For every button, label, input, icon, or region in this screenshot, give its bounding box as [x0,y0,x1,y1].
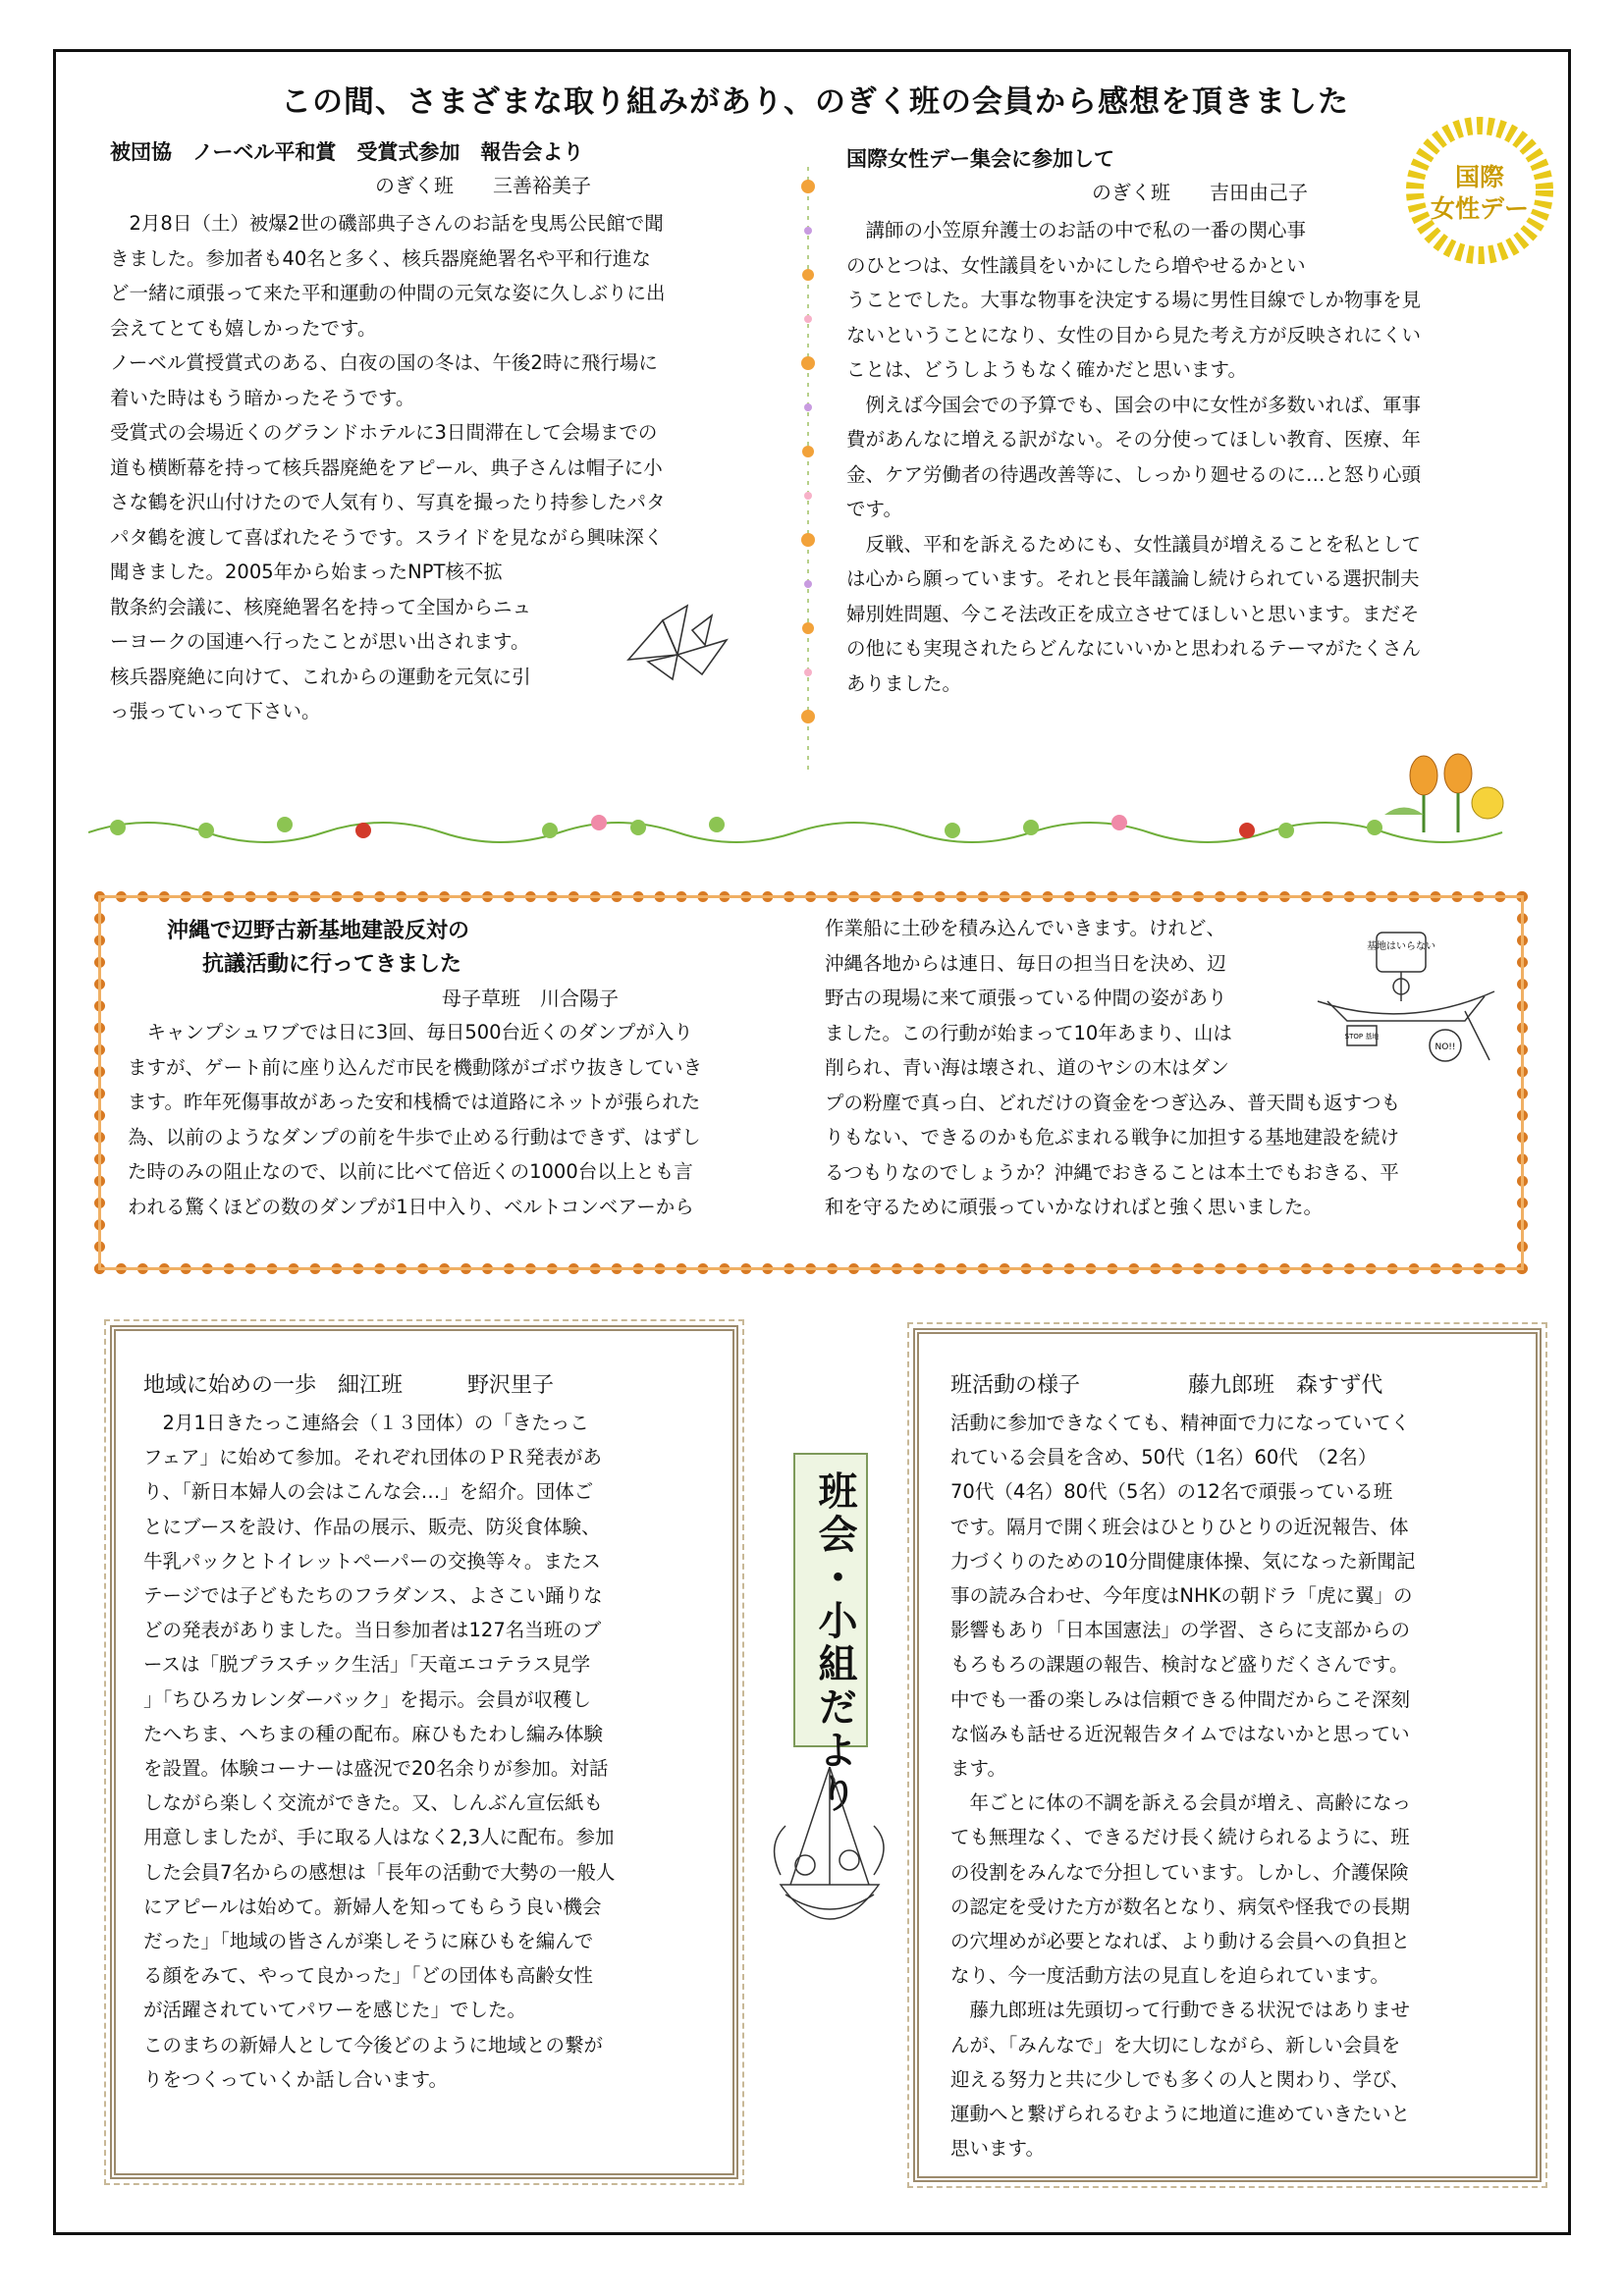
text-line: もろもろの課題の報告、検討など盛りだくさんです。 [950,1653,1409,1677]
vine-divider [793,167,823,775]
clover-icon [110,817,1382,838]
protest-boat-illustration [1308,923,1504,1070]
text-line: ますが、ゲート前に座り込んだ市民を機動隊がゴボウ抜きしていき [128,1055,703,1079]
text-line: しながら楽しく交流ができた。又、しんぶん宣伝紙も [143,1791,604,1815]
text-line: プの粉塵で真っ白、どれだけの資金をつぎ込み、普天間も返すつも [825,1091,1401,1114]
article-byline: のぎく班 三善裕美子 [375,174,591,197]
text-line: の穴埋めが必要となれば、より動ける会員への負担と [950,1930,1411,1953]
text-line: 反戦、平和を訴えるためにも、女性議員が増えることを私として [846,532,1422,556]
text-line: んが、「みんなで」を大切にしながら、新しい会員を [950,2033,1401,2056]
text-line: さな鶴を沢山付けたので人気有り、写真を撮ったり持参したパタ [110,491,666,513]
sign-text-3: NO!! [1435,1042,1456,1052]
article-body [950,1406,1520,2165]
text-line: われる驚くほどの数のダンプが1日中入り、ベルトコンベアーから [128,1195,694,1218]
text-line: 受賞式の会場近くのグランドホテルに3日間滞在して会場までの [110,421,658,444]
text-line: 2月1日きたっこ連絡会（１３団体）の「きたっこ [143,1412,589,1434]
text-line: っ張っていって下さい。 [110,700,321,722]
text-line: 道も横断幕を持って核兵器廃絶をアピール、典子さんは帽子に小 [110,455,663,479]
text-line: 費があんなに増える訳がない。その分使ってほしい教育、医療、年 [846,428,1422,451]
text-line: るつもりなのでしょうか？沖縄でおきることは本土でもおきる、平 [825,1160,1399,1184]
text-line: ないということになり、女性の目から見た考え方が反映されにくい [846,323,1422,347]
section-title-box [793,1453,868,1816]
text-line: だった」「地域の皆さんが楽しそうに麻ひもを編んで [143,1930,594,1953]
text-line: り、「新日本婦人の会はこんな会…」を紹介。団体ご [143,1480,594,1504]
article-byline: のぎく班 吉田由己子 [1092,181,1308,204]
text-line: 中でも一番の楽しみは信頼できる仲間だからこそ深刻 [950,1687,1411,1711]
text-line: 力づくりのための10分間健康体操、気になった新聞記 [950,1549,1416,1573]
text-line: した会員7名からの感想は「長年の活動で大勢の一般人 [143,1860,616,1884]
text-line: きました。参加者も40名と多く、核兵器廃絶署名や平和行進な [110,246,651,270]
text-line: ても無理なく、できるだけ長く続けられるように、班 [950,1826,1410,1849]
hanging-basket-icon [766,1767,893,1973]
text-line: パタ鶴を渡して喜ばれたそうです。スライドを見ながら興味深く [110,525,664,549]
text-line: ことは、どうしようもなく確かだと思います。 [846,358,1247,381]
text-line: 散条約会議に、核廃絶署名を持って全国からニュ [110,595,532,618]
text-line: りをつくっていくか話し合います。 [143,2067,449,2091]
text-line: 会えてとても嬉しかったです。 [110,316,377,340]
text-line: のひとつは、女性議員をいかにしたら増やせるかとい [846,253,1306,277]
article-tokuro-han [950,1366,1520,2165]
sign-text-1: 基地はいらない [1367,941,1435,952]
text-line: 金、ケア労働者の待遇改善等に、しっかり廻せるのに…と怒り心頭 [846,462,1422,486]
text-line: 2月8日（土）被爆2世の磯部典子さんのお話を曳馬公民館で聞 [110,212,664,235]
article-hosoe-han [143,1366,723,2097]
text-line: キャンプシュワブでは日に3回、毎日500台近くのダンプが入り [128,1021,693,1043]
article-title: 地域に始めの一歩 細江班 野沢里子 [143,1373,555,1398]
text-line: を設置。体験コーナーは盛況で20名余りが参加。対話 [143,1757,609,1781]
text-line: 婦別姓問題、今こそ法改正を成立させてほしいと思います。まだそ [846,602,1420,625]
article-title: 班活動の様子 藤九郎班 森すず代 [950,1373,1383,1398]
text-line: は心から願っています。それと長年議論し続けられている選択制夫 [846,567,1420,590]
text-line: ます。 [950,1757,1006,1781]
text-line: 沖縄各地からは連日、毎日の担当日を決め、辺 [825,951,1226,975]
vine-divider-horizontal [88,803,1522,852]
text-line: とにブースを設け、作品の展示、販売、防災食体験、 [143,1515,601,1538]
text-line: 野古の現場に来て頑張っている仲間の姿があり [825,987,1227,1009]
article-body [846,213,1494,701]
text-line: りもない、できるのかも危ぶまれる戦争に加担する基地建設を続け [825,1126,1400,1148]
text-line: の役割をみんなで分担しています。しかし、介護保険 [950,1860,1409,1884]
article-title-line1: 沖縄で辺野古新基地建設反対の [167,919,470,943]
text-line: テージでは子どもたちのフラダンス、よさこい踊りな [143,1584,603,1608]
text-line: 用意しましたが、手に取る人はなく2,3人に配布。参加 [143,1826,615,1849]
text-line: が活躍されていてパワーを感じた」でした。 [143,1999,527,2022]
article-byline: 母子草班 川合陽子 [442,987,619,1010]
text-line: ースは「脱プラスチック生活」「天竜エコテラス見学 [143,1653,591,1677]
text-line: ノーベル賞授賞式のある、白夜の国の冬は、午後2時に飛行場に [110,351,658,374]
text-line: どの発表がありました。当日参加者は127名当班のブ [143,1619,602,1642]
text-line: です。隔月で開く班会はひとりひとりの近況報告、体 [950,1515,1409,1538]
text-line: 和を守るために頑張っていかなければと強く思いました。 [825,1196,1324,1218]
text-line: 牛乳パックとトイレットペーパーの交換等々。またス [143,1549,601,1573]
text-line: 運動へと繋げられるむように地道に進めていきたいと [950,2103,1411,2126]
article-body [143,1406,723,2097]
text-line: 核兵器廃絶に向けて、これからの運動を元気に引 [110,665,531,688]
text-line: 思います。 [950,2137,1045,2161]
text-line: の他にも実現されたらどんなにいいかと思われるテーマがたくさん [846,637,1422,660]
text-line: れている会員を含め、50代（1名）60代 （2名） [950,1446,1378,1469]
article-body-left [128,1015,805,1224]
text-line: 藤九郎班は先頭切って行動できる状況ではありませ [950,1999,1411,2022]
text-line: ありました。 [846,671,962,695]
paper-crane-icon [619,601,736,689]
badge-line2: 女性デー [1430,194,1530,223]
text-line: 例えば今国会での予算でも、国会の中に女性が多数いれば、軍事 [846,393,1422,416]
text-line: このまちの新婦人として今後どのように地域との繋が [143,2033,604,2056]
text-line: です。 [846,498,902,520]
text-line: 70代（4名）80代（5名）の12名で頑張っている班 [950,1480,1393,1504]
text-line: た時のみの阻止なので、以前に比べて倍近くの1000台以上とも言 [128,1160,693,1183]
article-okinawa [128,915,805,1224]
badge-line1: 国際 [1454,163,1505,191]
text-line: の認定を受けた方が数名となり、病気や怪我での長期 [950,1895,1411,1918]
text-line: 影響もあり「日本国憲法」の学習、さらに支部からの [950,1619,1411,1642]
text-line: うことでした。大事な物事を決定する場に男性目線でしか物事を見 [846,289,1422,311]
article-title-line2: 抗議活動に行ってきました [202,952,462,977]
text-line: る顔をみて、やって良かった」「どの団体も高齢女性 [143,1964,593,1988]
text-line: 年ごとに体の不調を訴える会員が増え、高齢になっ [950,1791,1412,1815]
text-line: 着いた時はもう暗かったそうです。 [110,386,415,409]
text-line: 為、以前のようなダンプの前を牛歩で止める行動はできず、はずし [128,1125,701,1148]
sign-text-2: STOP 基地 [1344,1033,1380,1041]
article-title: 被団協 ノーベル平和賞 受賞式参加 報告会より [110,140,584,164]
text-line: なり、今一度活動方法の見直しを迫られています。 [950,1964,1389,1988]
text-line: ど一緒に頑張って来た平和運動の仲間の元気な姿に久しぶりに出 [110,282,666,304]
text-line: たへちま、へちまの種の配布。麻ひもたわし編み体験 [143,1722,604,1745]
text-line: 作業船に土砂を積み込んでいきます。けれど、 [825,917,1225,939]
text-line: ます。昨年死傷事故があった安和桟橋では道路にネットが張られた [128,1091,701,1113]
text-line: 聞きました。2005年から始まったNPT核不拡 [110,561,503,583]
text-line: にアピールは始めて。新婦人を知ってもらう良い機会 [143,1895,602,1918]
text-line: ました。この行動が始まって10年あまり、山は [825,1021,1232,1044]
text-line: 事の読み合わせ、今年度はNHKの朝ドラ「虎に翼」の [950,1584,1413,1608]
text-line: ーヨークの国連へ行ったことが思い出されます。 [110,630,530,653]
page-headline: この間、さまざまな取り組みがあり、のぎく班の会員から感想を頂きました [281,84,1349,120]
article-womens-day [846,142,1494,701]
article-title: 国際女性デー集会に参加して [846,147,1114,171]
section-title: 班会・小組だより [812,1470,857,1816]
text-line: 迎える努力と共に少しでも多くの人と関わり、学び、 [950,2067,1410,2091]
text-line: 活動に参加できなくても、精神面で力になっていてく [950,1412,1411,1434]
text-line: 削られ、青い海は壊され、道のヤシの木はダン [825,1056,1229,1079]
text-line: フェア」に始めて参加。それぞれ団体のＰＲ発表があ [143,1446,603,1469]
text-line: 」「ちひろカレンダーバック」を掲示。会員が収穫し [143,1687,592,1711]
text-line: な悩みも話せる近況報告タイムではないかと思ってい [950,1722,1410,1745]
text-line: 講師の小笠原弁護士のお話の中で私の一番の関心事 [846,219,1307,241]
